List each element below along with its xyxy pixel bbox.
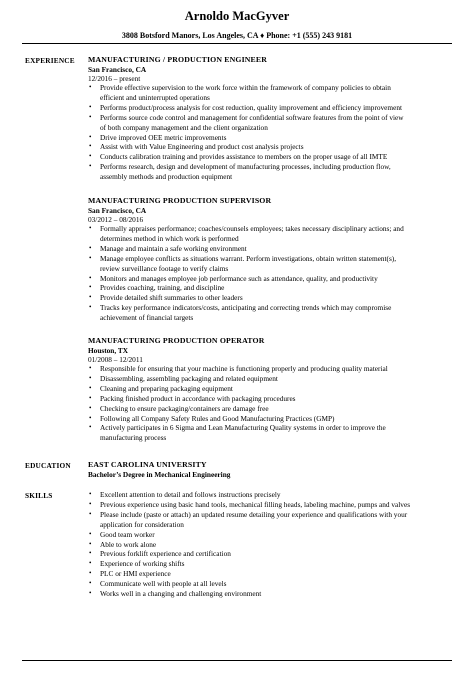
bullet-icon: • xyxy=(89,490,92,498)
degree: Bachelor’s Degree in Mechanical Engineering xyxy=(88,470,231,479)
bullet-icon: • xyxy=(89,293,92,302)
skill-text: application for consideration xyxy=(100,519,184,529)
bullet-item xyxy=(88,510,456,520)
bullet-icon: • xyxy=(89,509,92,518)
bullet-icon: • xyxy=(89,83,92,91)
bullet-icon: • xyxy=(89,303,92,312)
bullet-text: Responsible for ensuring that your machine is functioning properly and producing quality material xyxy=(100,364,388,373)
bullet-continuation xyxy=(88,520,456,530)
bullet-icon: • xyxy=(89,373,92,382)
bullet-item xyxy=(88,530,456,540)
bullet-icon: • xyxy=(89,364,92,372)
bullet-icon: • xyxy=(89,132,92,141)
bullet-icon: • xyxy=(89,142,92,151)
skill-text: Previous forklift experience and certification xyxy=(100,549,231,559)
bullet-icon: • xyxy=(89,423,92,432)
bullet-item xyxy=(88,384,456,394)
bullet-icon: • xyxy=(89,539,92,548)
candidate-name: Arnoldo MacGyver xyxy=(184,9,290,23)
bullet-icon: • xyxy=(89,162,92,171)
job-entry xyxy=(88,196,456,323)
bullet-text: Assist with with Value Engineering and product cost analysis projects xyxy=(100,142,304,152)
bullet-icon: • xyxy=(89,579,92,588)
bullet-text: Checking to ensure packaging/containers are damage free xyxy=(100,403,269,413)
bullet-text: Packing finished product in accordance with packaging procedures xyxy=(100,393,296,403)
job-bullets xyxy=(88,83,456,182)
bullet-text: Disassembling, assembling packaging and related equipment xyxy=(100,373,278,383)
bullet-text: Cleaning and preparing packaging equipment xyxy=(100,383,233,393)
bullet-item xyxy=(88,404,456,414)
skill-text: Experience of working shifts xyxy=(100,559,185,569)
bullet-item xyxy=(88,274,456,284)
skill-text: Previous experience using basic hand tools, mechanical filling heads, labeling machine, pumps and valves xyxy=(100,499,411,509)
school-name: EAST CAROLINA UNIVERSITY xyxy=(88,460,207,469)
bullet-item xyxy=(88,83,456,93)
job-dates: 03/2012 – 08/2016 xyxy=(88,215,144,224)
job-entry xyxy=(88,336,456,443)
bullet-continuation xyxy=(88,93,456,103)
job-bullets xyxy=(88,364,456,443)
skills-list-container xyxy=(88,490,456,599)
bullet-text: Following all Company Safety Rules and Good Manufacturing Practices (GMP) xyxy=(100,413,335,423)
skill-text: Works well in a changing and challenging environment xyxy=(100,589,262,599)
job-location: San Francisco, CA xyxy=(88,65,147,74)
skill-text: Good team worker xyxy=(100,529,155,539)
bullet-item xyxy=(88,559,456,569)
bullet-icon: • xyxy=(89,243,92,252)
bullet-icon: • xyxy=(89,413,92,422)
bullet-item xyxy=(88,162,456,172)
bullet-text: Performs research, design and development of manufacturing processes, including production flow, xyxy=(100,162,391,172)
bullet-text: assembly methods and production equipment xyxy=(100,172,233,182)
skill-text: Excellent attention to detail and follows instructions precisely xyxy=(100,490,281,499)
job-entry xyxy=(88,55,456,182)
skills-label: SKILLS xyxy=(25,491,53,500)
bullet-icon: • xyxy=(89,393,92,402)
bullet-item xyxy=(88,569,456,579)
bullet-text: Performs source code control and management for confidential software features from the point of view xyxy=(100,112,404,122)
bullet-item xyxy=(88,293,456,303)
bullet-text: Provides coaching, training, and discipline xyxy=(100,283,225,293)
bullet-icon: • xyxy=(89,112,92,121)
bullet-text: Tracks key performance indicators/costs, anticipating and correcting trends which may compromise xyxy=(100,303,392,313)
bullet-text: Actively participates in 6 Sigma and Lean Manufacturing Quality systems in order to improve the xyxy=(100,423,386,433)
bullet-item xyxy=(88,589,456,599)
bullet-continuation xyxy=(88,234,456,244)
bullet-icon: • xyxy=(89,589,92,598)
bullet-text: review surveillance footage to verify claims xyxy=(100,263,229,273)
skill-text: Able to work alone xyxy=(100,539,157,549)
bullet-icon: • xyxy=(89,283,92,292)
bullet-icon: • xyxy=(89,549,92,558)
bullet-text: achievement of financial targets xyxy=(100,313,194,323)
bullet-text: determines method in which work is performed xyxy=(100,233,239,243)
bullet-item xyxy=(88,549,456,559)
job-location: Houston, TX xyxy=(88,346,129,355)
bullet-item xyxy=(88,224,456,234)
job-location: San Francisco, CA xyxy=(88,206,147,215)
bullet-item xyxy=(88,254,456,264)
education-entry xyxy=(88,460,456,480)
job-dates: 01/2008 – 12/2011 xyxy=(88,355,143,364)
bullet-icon: • xyxy=(89,499,92,508)
job-bullets xyxy=(88,224,456,323)
bullet-icon: • xyxy=(89,569,92,578)
bullet-icon: • xyxy=(89,273,92,282)
header-divider xyxy=(22,43,452,44)
bullet-icon: • xyxy=(89,224,92,232)
bullet-text: manufacturing process xyxy=(100,433,167,443)
job-title: MANUFACTURING / PRODUCTION ENGINEER xyxy=(88,55,268,64)
bullet-text: Manage and maintain a safe working environment xyxy=(100,243,247,253)
bullet-item xyxy=(88,283,456,293)
skills-list xyxy=(88,490,456,599)
bullet-item xyxy=(88,142,456,152)
skill-text: PLC or HMI experience xyxy=(100,569,171,579)
bullet-text: Monitors and manages employee job performance such as attendance, quality, and productivity xyxy=(100,273,378,283)
bullet-item xyxy=(88,579,456,589)
bullet-icon: • xyxy=(89,253,92,262)
bullet-item xyxy=(88,423,456,433)
bullet-item xyxy=(88,414,456,424)
bullet-item xyxy=(88,394,456,404)
bullet-item xyxy=(88,374,456,384)
bullet-text: Formally appraises performance; coaches/counsels employees; takes necessary disciplinary actions; and xyxy=(100,224,404,233)
bullet-icon: • xyxy=(89,152,92,161)
skill-text: Please include (paste or attach) an updated resume detailing your experience and qualifications with your xyxy=(100,509,408,519)
bullet-icon: • xyxy=(89,102,92,111)
experience-label: EXPERIENCE xyxy=(25,56,75,65)
bullet-item xyxy=(88,303,456,313)
education-label: EDUCATION xyxy=(25,461,71,470)
bullet-item xyxy=(88,152,456,162)
job-title: MANUFACTURING PRODUCTION OPERATOR xyxy=(88,336,265,345)
job-title: MANUFACTURING PRODUCTION SUPERVISOR xyxy=(88,196,272,205)
bullet-text: of both company management and the client organization xyxy=(100,122,268,132)
bullet-continuation xyxy=(88,264,456,274)
footer-divider xyxy=(22,660,452,661)
bullet-text: Provide effective supervision to the work force within the framework of company policies to obtain xyxy=(100,83,391,92)
skill-text: Communicate well with people at all levels xyxy=(100,579,227,589)
bullet-text: Provide detailed shift summaries to other leaders xyxy=(100,293,243,303)
bullet-continuation xyxy=(88,123,456,133)
bullet-continuation xyxy=(88,313,456,323)
bullet-text: efficient and uninterrupted operations xyxy=(100,92,210,102)
contact-line: 3808 Botsford Manors, Los Angeles, CA ♦ Phone: +1 (555) 243 9181 xyxy=(121,31,353,40)
bullet-item xyxy=(88,244,456,254)
bullet-continuation xyxy=(88,172,456,182)
bullet-icon: • xyxy=(89,383,92,392)
bullet-text: Manage employee conflicts as situations warrant. Perform investigations, obtain written statement(s), xyxy=(100,253,397,263)
bullet-icon: • xyxy=(89,529,92,538)
bullet-item xyxy=(88,490,456,500)
bullet-item xyxy=(88,364,456,374)
bullet-item xyxy=(88,133,456,143)
bullet-item xyxy=(88,500,456,510)
bullet-item xyxy=(88,103,456,113)
bullet-text: Conducts calibration training and provides assistance to members on the proper usage of all IMTE xyxy=(100,152,388,162)
bullet-icon: • xyxy=(89,559,92,568)
bullet-item xyxy=(88,113,456,123)
bullet-continuation xyxy=(88,433,456,443)
bullet-text: Drive improved OEE metric improvements xyxy=(100,132,227,142)
bullet-item xyxy=(88,540,456,550)
bullet-icon: • xyxy=(89,403,92,412)
bullet-text: Performs product/process analysis for cost reduction, quality improvement and efficiency improvement xyxy=(100,102,402,112)
job-dates: 12/2016 – present xyxy=(88,74,141,83)
